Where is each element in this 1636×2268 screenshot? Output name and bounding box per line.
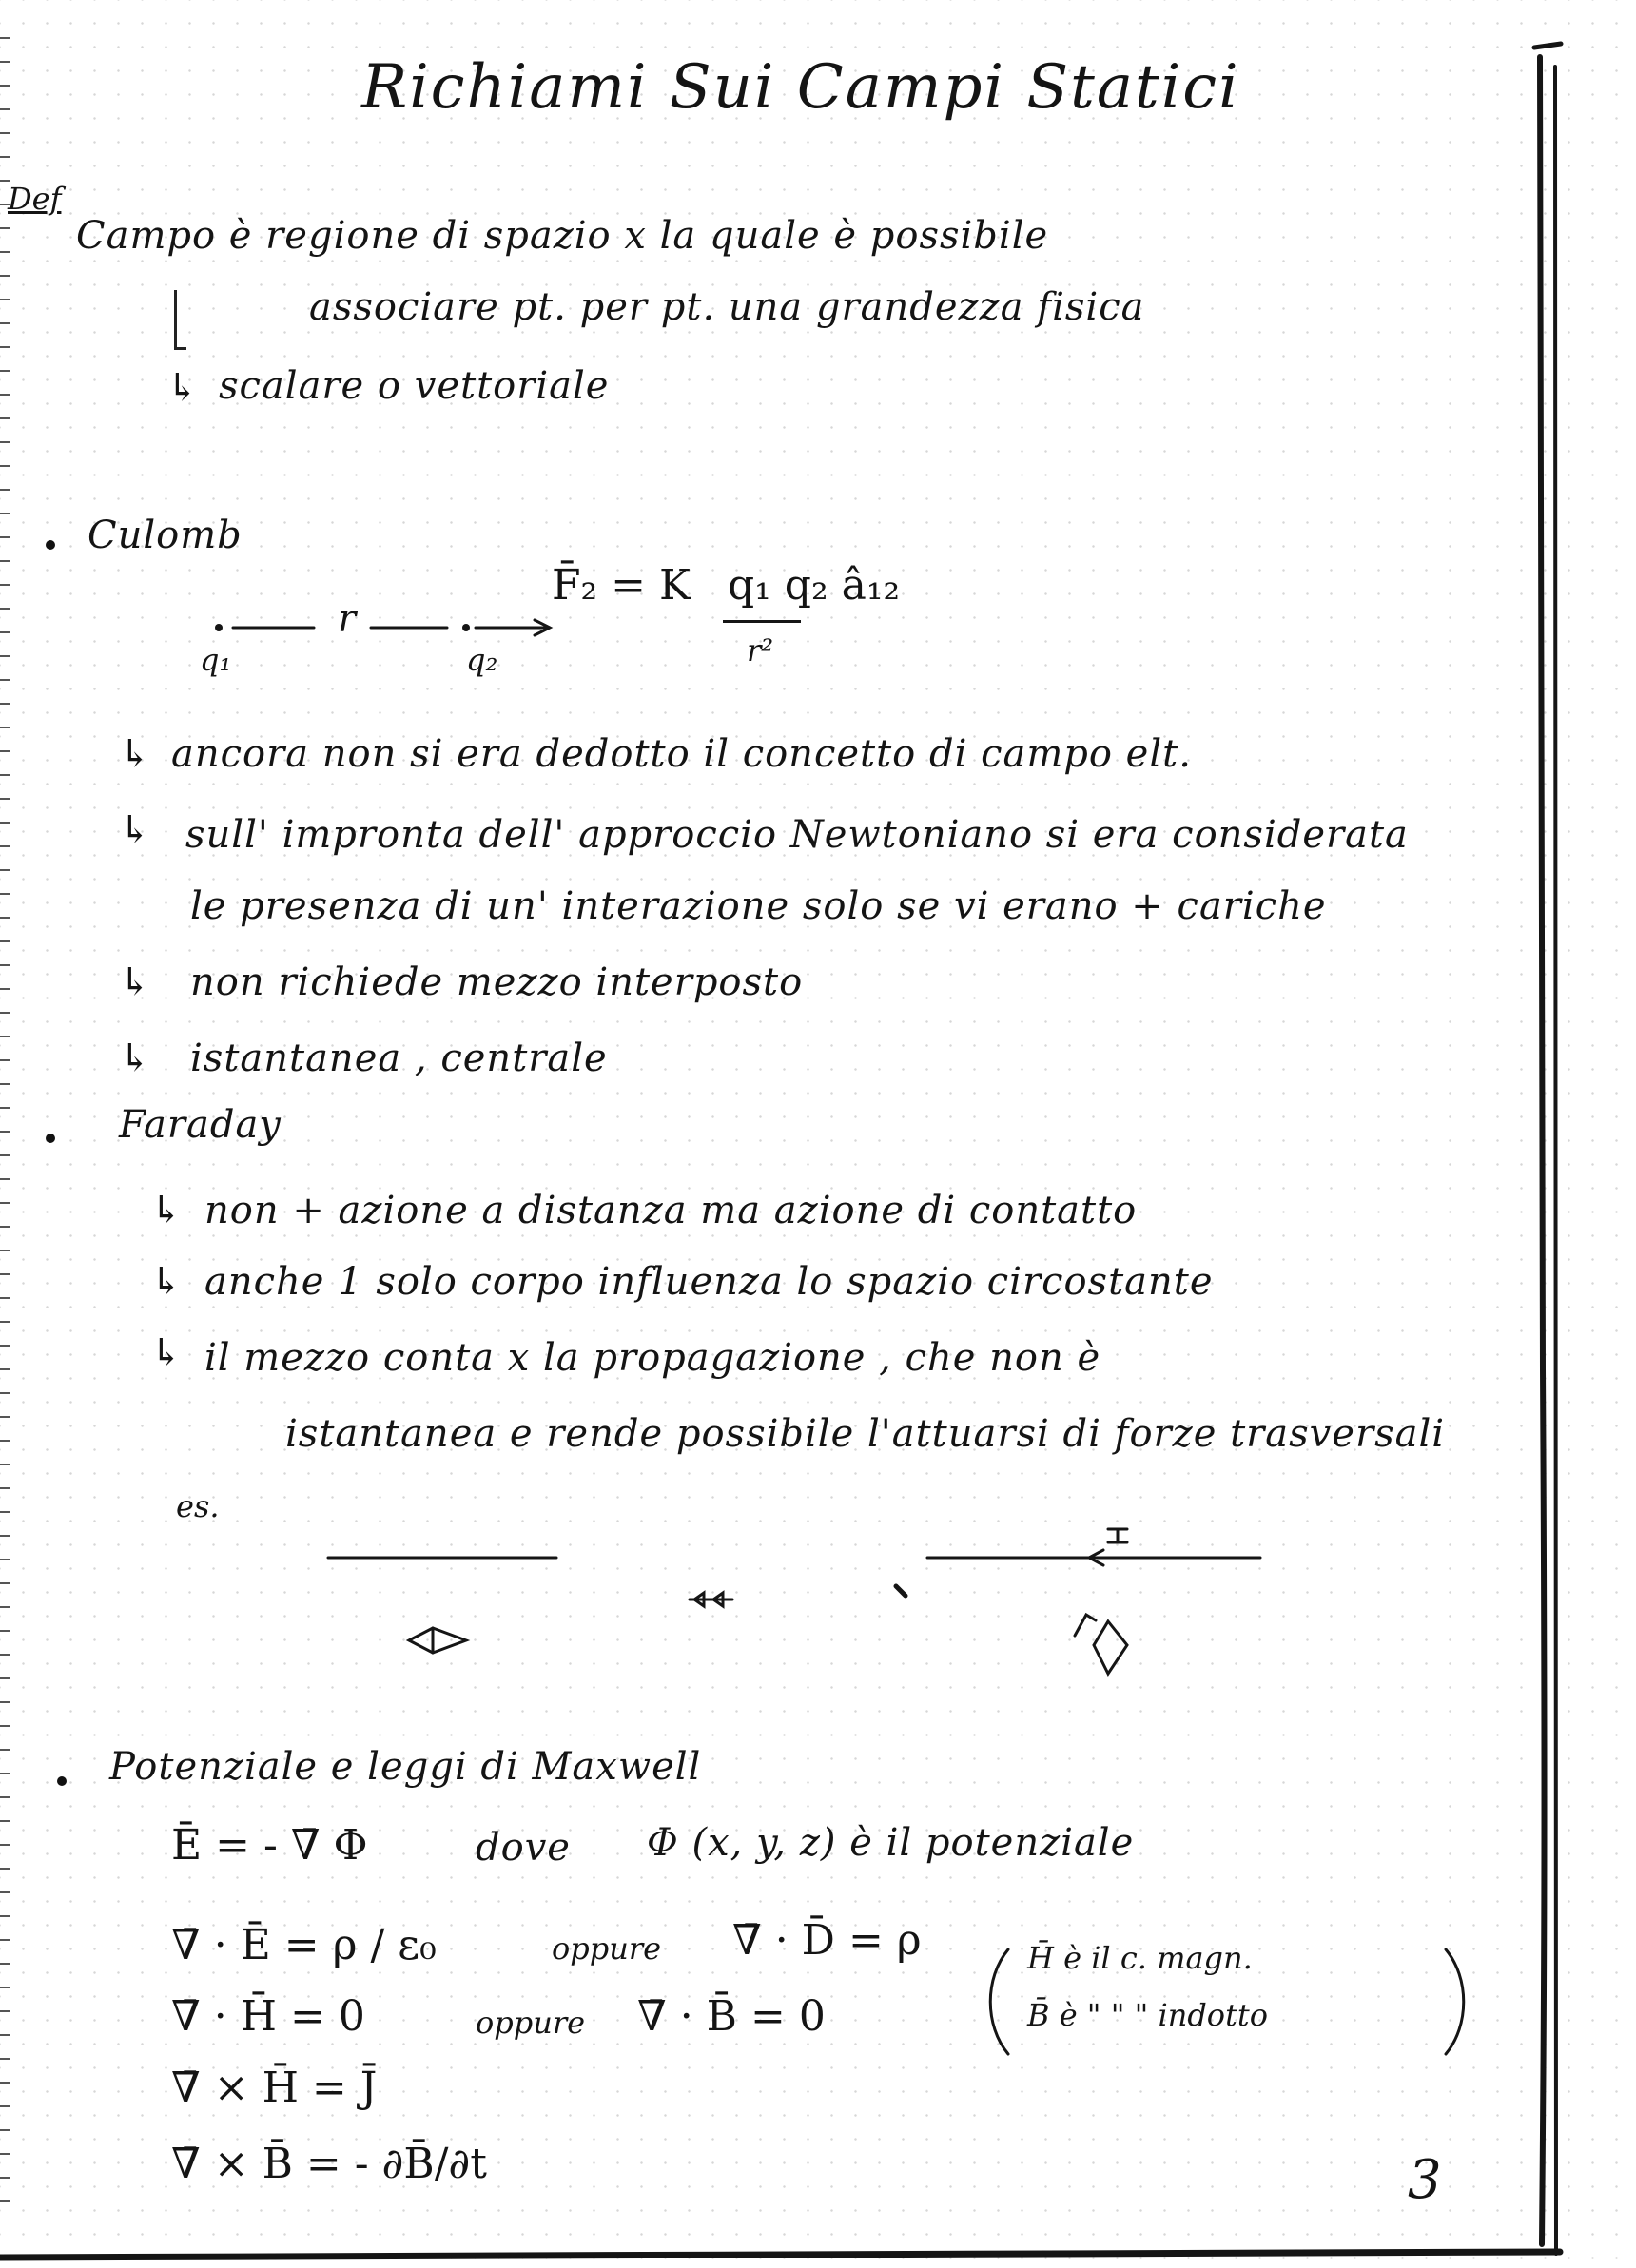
coulomb-formula-denominator: r² [747, 632, 774, 669]
maxwell-eq-1: ∇̄ · Ē = ρ / ε₀ [171, 1921, 437, 1969]
potential-where: dove [476, 1826, 571, 1870]
faraday-note-3: il mezzo conta x la propagazione , che non è [204, 1336, 1101, 1380]
maxwell-eq-3: ∇̄ × H̄ = J̄ [171, 2064, 378, 2112]
bullet-coulomb [46, 540, 55, 550]
maxwell-eq-2-alt: ∇̄ · B̄ = 0 [637, 1992, 826, 2041]
faraday-note-arrow-2: ↳ [150, 1260, 184, 1304]
coulomb-note-arrow-1: ↳ [119, 732, 152, 776]
maxwell-eq-2: ∇̄ · H̄ = 0 [171, 1992, 365, 2041]
current-label-glyph [1108, 1529, 1127, 1542]
diagram-q2-label: q₂ [466, 642, 498, 678]
faraday-heading: Faraday [119, 1103, 282, 1147]
coulomb-formula-lhs: F̄₂ = K [552, 561, 691, 610]
coulomb-diagram [200, 590, 580, 675]
diagram-q1-label: q₁ [200, 642, 232, 678]
rotation-arrow [1075, 1615, 1096, 1636]
def-tag: Def [8, 181, 62, 217]
maxwell-eq-2-oppure: oppure [476, 2005, 586, 2041]
right-paren [1446, 1949, 1464, 2054]
potential-description: Φ (x, y, z) è il potenziale [647, 1821, 1135, 1865]
definition-line-3: scalare o vettoriale [219, 364, 610, 408]
definition-line-3-arrow: ↳ [166, 366, 200, 410]
charge-q1-dot [215, 624, 223, 631]
coulomb-fraction-bar [723, 620, 801, 623]
potential-equation: Ē = - ∇̄ Φ [171, 1821, 368, 1870]
bullet-faraday [46, 1134, 55, 1143]
double-arrow-mark [690, 1593, 732, 1606]
maxwell-eq-1-alt: ∇̄ · D̄ = ρ [732, 1916, 922, 1965]
compass-needle-left [409, 1628, 466, 1653]
faraday-note-arrow-3: ↳ [150, 1331, 184, 1375]
coulomb-note-5: istantanea , centrale [190, 1037, 608, 1080]
definition-line-1: Campo è regione di spazio x la quale è possibile [76, 214, 1049, 258]
maxwell-note-line-1: H̄ è il c. magn. [1027, 1940, 1253, 1976]
maxwell-eq-4: ∇̄ × B̄ = - ∂B̄/∂t [171, 2140, 487, 2188]
maxwell-heading: Potenziale e leggi di Maxwell [109, 1745, 702, 1789]
bullet-maxwell [57, 1776, 67, 1786]
coulomb-note-arrow-2: ↳ [119, 808, 152, 852]
coulomb-note-1: ancora non si era dedotto il concetto di campo elt. [171, 732, 1192, 776]
faraday-example-label: es. [176, 1488, 220, 1524]
coulomb-formula-numerator: q₁ q₂ â₁₂ [728, 561, 901, 610]
conductor-right-line [927, 1550, 1260, 1565]
coulomb-note-arrow-5: ↳ [119, 1037, 152, 1080]
faraday-note-1: non + azione a distanza ma azione di contatto [204, 1189, 1138, 1232]
charge-q2-dot [462, 624, 470, 631]
left-margin-ticks [0, 29, 13, 2216]
maxwell-note-line-2: B̄ è " " " indotto [1027, 1997, 1269, 2033]
coulomb-heading: Culomb [88, 514, 243, 557]
pen-mark [896, 1586, 906, 1596]
coulomb-note-4: non richiede mezzo interposto [190, 960, 804, 1004]
page-title: Richiami Sui Campi Statici [361, 52, 1240, 123]
coulomb-note-3: le presenza di un' interazione solo se vi erano + cariche [190, 884, 1327, 928]
diagram-r-label: r [338, 597, 358, 641]
left-paren [990, 1949, 1008, 2054]
coulomb-note-arrow-4: ↳ [119, 960, 152, 1004]
definition-bracket [174, 290, 186, 350]
page-number: 3 [1408, 2149, 1444, 2211]
right-page-border [1527, 38, 1565, 2263]
maxwell-eq-1-oppure: oppure [552, 1930, 662, 1967]
faraday-note-4: istantanea e rende possibile l'attuarsi di forze trasversali [285, 1412, 1446, 1456]
compass-needle-right [1094, 1621, 1127, 1674]
definition-line-2: associare pt. per pt. una grandezza fisica [309, 285, 1145, 329]
faraday-sketch [314, 1522, 1284, 1693]
coulomb-note-2: sull' impronta dell' approccio Newtoniano si era considerata [185, 813, 1409, 857]
bottom-page-border [0, 2244, 1636, 2268]
faraday-note-2: anche 1 solo corpo influenza lo spazio circostante [204, 1260, 1214, 1304]
faraday-note-arrow-1: ↳ [150, 1189, 184, 1232]
force-arrow [476, 620, 550, 635]
